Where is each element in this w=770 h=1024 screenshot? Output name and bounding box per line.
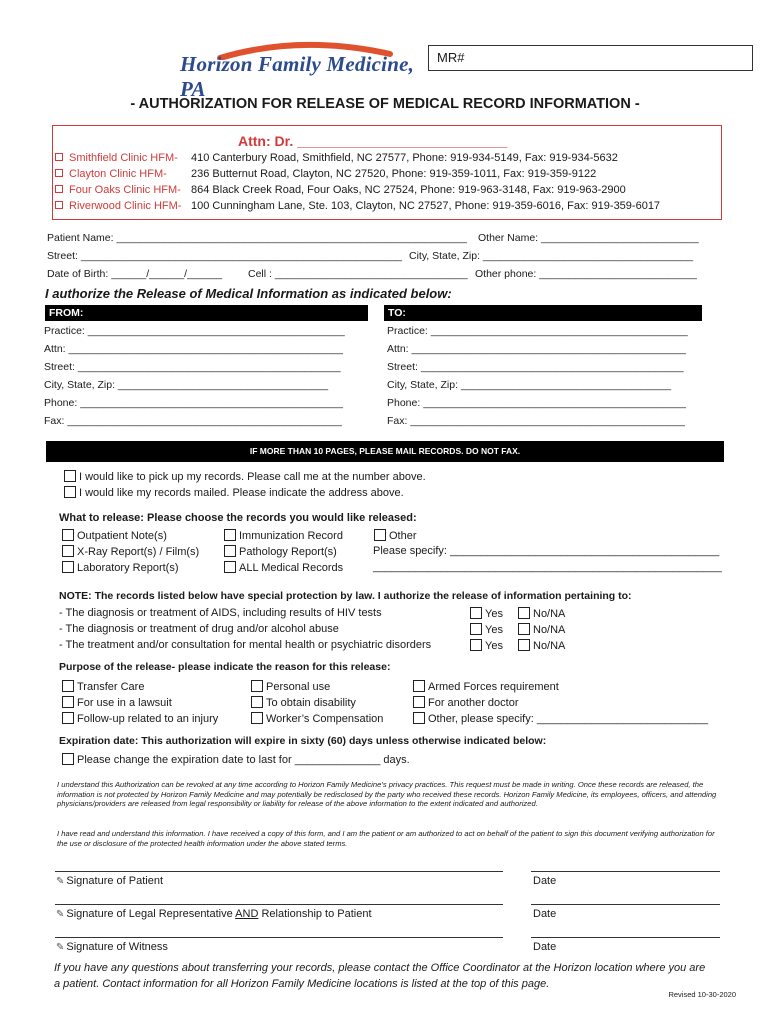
from-phone-field[interactable]: Phone: _____________________________________________ bbox=[44, 397, 343, 409]
purpose-disability[interactable]: To obtain disability bbox=[251, 696, 356, 709]
to-fax-field[interactable]: Fax: _______________________________________________ bbox=[387, 415, 685, 427]
to-city-field[interactable]: City, State, Zip: ____________________________________ bbox=[387, 379, 672, 391]
cell-field[interactable]: Cell : _________________________________ bbox=[248, 268, 468, 280]
checkbox[interactable] bbox=[55, 153, 63, 161]
purpose-injury[interactable]: Follow-up related to an injury bbox=[62, 712, 218, 725]
purpose-lawsuit[interactable]: For use in a lawsuit bbox=[62, 696, 172, 709]
checkbox[interactable] bbox=[251, 712, 263, 724]
purpose-other[interactable]: Other, please specify: ____________________________ bbox=[413, 712, 708, 725]
checkbox[interactable] bbox=[62, 696, 74, 708]
mr-number-field[interactable]: MR# bbox=[428, 45, 753, 71]
release-pathology[interactable]: Pathology Report(s) bbox=[224, 545, 337, 558]
from-fax-field[interactable]: Fax: _______________________________________________ bbox=[44, 415, 342, 427]
clinic-option-smithfield[interactable]: Smithfield Clinic HFM- 410 Canterbury Road, Smithfield, NC 27577, Phone: 919-934-5149, Fax: 919-934-5632 bbox=[55, 152, 618, 164]
to-street-field[interactable]: Street: _____________________________________________ bbox=[387, 361, 684, 373]
date-line bbox=[531, 904, 720, 905]
purpose-armed-forces[interactable]: Armed Forces requirement bbox=[413, 680, 559, 693]
release-all-records[interactable]: ALL Medical Records bbox=[224, 561, 343, 574]
legal-rep-date-field[interactable]: Date bbox=[533, 908, 557, 920]
pen-icon: ✎ bbox=[56, 876, 65, 887]
to-phone-field[interactable]: Phone: _____________________________________________ bbox=[387, 397, 686, 409]
checkbox[interactable] bbox=[55, 201, 63, 209]
checkbox[interactable] bbox=[224, 561, 236, 573]
logo-text: Horizon Family Medicine, PA bbox=[180, 52, 415, 101]
special-item-drug: - The diagnosis or treatment of drug and/or alcohol abuse bbox=[59, 623, 339, 635]
page-title: - AUTHORIZATION FOR RELEASE OF MEDICAL RECORD INFORMATION - bbox=[130, 96, 640, 112]
signature-line bbox=[55, 871, 503, 872]
checkbox[interactable] bbox=[224, 545, 236, 557]
date-line bbox=[531, 937, 720, 938]
release-specify-line2[interactable]: _________________________________________________________ bbox=[373, 561, 722, 573]
purpose-heading: Purpose of the release- please indicate the reason for this release: bbox=[59, 661, 391, 673]
street-field[interactable]: Street: _______________________________________________________ bbox=[47, 250, 403, 262]
signature-line bbox=[55, 904, 503, 905]
checkbox[interactable] bbox=[224, 529, 236, 541]
no-option-drug[interactable]: No/NA bbox=[518, 623, 565, 636]
checkbox[interactable] bbox=[62, 545, 74, 557]
other-phone-field[interactable]: Other phone: ___________________________ bbox=[475, 268, 697, 280]
pickup-option[interactable]: I would like to pick up my records. Please call me at the number above. bbox=[64, 470, 426, 483]
yes-option-mental[interactable]: Yes bbox=[470, 639, 503, 652]
checkbox[interactable] bbox=[470, 639, 482, 651]
no-option-mental[interactable]: No/NA bbox=[518, 639, 565, 652]
checkbox[interactable] bbox=[518, 607, 530, 619]
acknowledgement-paragraph: I have read and understand this information. I have received a copy of this form, and I am the patient or am authorized to act on behalf of the patient to sign this document verifying authorization for the use or disclosure of the protected health information under the above stated terms. bbox=[57, 829, 715, 848]
checkbox[interactable] bbox=[55, 185, 63, 193]
checkbox[interactable] bbox=[64, 486, 76, 498]
logo bbox=[180, 40, 420, 101]
from-heading: FROM: bbox=[45, 305, 368, 321]
release-heading: What to release: Please choose the records you would like released: bbox=[59, 512, 417, 524]
checkbox[interactable] bbox=[251, 696, 263, 708]
from-city-field[interactable]: City, State, Zip: ____________________________________ bbox=[44, 379, 329, 391]
release-outpatient-notes[interactable]: Outpatient Note(s) bbox=[62, 529, 167, 542]
checkbox[interactable] bbox=[251, 680, 263, 692]
special-note: NOTE: The records listed below have special protection by law. I authorize the release of information pertaining to: bbox=[59, 590, 632, 602]
checkbox[interactable] bbox=[518, 623, 530, 635]
to-attn-field[interactable]: Attn: _______________________________________________ bbox=[387, 343, 686, 355]
clinic-option-four-oaks[interactable]: Four Oaks Clinic HFM- 864 Black Creek Road, Four Oaks, NC 27524, Phone: 919-963-3148, Fax: 919-963-2900 bbox=[55, 184, 626, 196]
checkbox[interactable] bbox=[374, 529, 386, 541]
special-item-hiv: - The diagnosis or treatment of AIDS, including results of HIV tests bbox=[59, 607, 382, 619]
revocation-paragraph: I understand this Authorization can be revoked at any time according to Horizon Family Medicine’s privacy practices. This request must be made in writing. Once these records are released, the information is not protected by Horizon Family Medicine and may potentially be redisclosed by the party who received these records. Horizon Family Medicine, its employees, officers, and attending physicians/providers are released from legal responsibility or liability for release of the above information to the extent indicated and authorized. bbox=[57, 780, 717, 809]
pen-icon: ✎ bbox=[56, 909, 65, 920]
yes-option-hiv[interactable]: Yes bbox=[470, 607, 503, 620]
patient-signature-field[interactable]: ✎ Signature of Patient bbox=[56, 875, 164, 887]
mail-option[interactable]: I would like my records mailed. Please indicate the address above. bbox=[64, 486, 404, 499]
clinic-option-clayton[interactable]: Clayton Clinic HFM- 236 Butternut Road, Clayton, NC 27520, Phone: 919-359-1011, Fax: 919-359-9122 bbox=[55, 168, 596, 180]
date-of-birth-field[interactable]: Date of Birth: ______/______/______ bbox=[47, 268, 223, 280]
checkbox[interactable] bbox=[62, 680, 74, 692]
checkbox[interactable] bbox=[62, 753, 74, 765]
signature-line bbox=[55, 937, 503, 938]
special-item-mental: - The treatment and/or consultation for mental health or psychiatric disorders bbox=[59, 639, 432, 651]
witness-signature-field[interactable]: ✎ Signature of Witness bbox=[56, 941, 168, 953]
purpose-workers-comp[interactable]: Worker’s Compensation bbox=[251, 712, 383, 725]
checkbox[interactable] bbox=[413, 696, 425, 708]
patient-name-field[interactable]: Patient Name: ____________________________________________________________ bbox=[47, 232, 467, 244]
authorize-heading: I authorize the Release of Medical Information as indicated below: bbox=[45, 286, 452, 301]
expiration-option[interactable]: Please change the expiration date to last for ______________ days. bbox=[62, 753, 410, 766]
from-street-field[interactable]: Street: _____________________________________________ bbox=[44, 361, 341, 373]
mail-notice-banner: IF MORE THAN 10 PAGES, PLEASE MAIL RECORDS. DO NOT FAX. bbox=[46, 441, 724, 462]
checkbox[interactable] bbox=[518, 639, 530, 651]
purpose-transfer-care[interactable]: Transfer Care bbox=[62, 680, 144, 693]
yes-option-drug[interactable]: Yes bbox=[470, 623, 503, 636]
pen-icon: ✎ bbox=[56, 942, 65, 953]
to-heading: TO: bbox=[384, 305, 702, 321]
checkbox[interactable] bbox=[470, 607, 482, 619]
release-immunization[interactable]: Immunization Record bbox=[224, 529, 343, 542]
city-state-zip-field[interactable]: City, State, Zip: ____________________________________ bbox=[409, 250, 694, 262]
release-lab-reports[interactable]: Laboratory Report(s) bbox=[62, 561, 179, 574]
other-name-field[interactable]: Other Name: ___________________________ bbox=[478, 232, 699, 244]
from-practice-field[interactable]: Practice: ____________________________________________ bbox=[44, 325, 345, 337]
release-xray-reports[interactable]: X-Ray Report(s) / Film(s) bbox=[62, 545, 199, 558]
footer-note: If you have any questions about transferring your records, please contact the Office Coordinator at the Horizon location where you are a patient. Contact information for all Horizon Family Medicine locations is listed at the top of this page. bbox=[54, 962, 706, 990]
checkbox[interactable] bbox=[62, 561, 74, 573]
clinic-option-riverwood[interactable]: Riverwood Clinic HFM- 100 Cunningham Lane, Ste. 103, Clayton, NC 27527, Phone: 919-359-6016, Fax: 919-359-6017 bbox=[55, 200, 660, 212]
checkbox[interactable] bbox=[64, 470, 76, 482]
legal-rep-signature-field[interactable]: ✎ Signature of Legal Representative AND Relationship to Patient bbox=[56, 908, 372, 920]
checkbox[interactable] bbox=[413, 680, 425, 692]
purpose-personal-use[interactable]: Personal use bbox=[251, 680, 330, 693]
no-option-hiv[interactable]: No/NA bbox=[518, 607, 565, 620]
checkbox[interactable] bbox=[62, 529, 74, 541]
revision-date: Revised 10-30-2020 bbox=[668, 990, 736, 999]
date-line bbox=[531, 871, 720, 872]
to-practice-field[interactable]: Practice: ____________________________________________ bbox=[387, 325, 688, 337]
expiration-heading: Expiration date: This authorization will expire in sixty (60) days unless otherwise indicated below: bbox=[59, 735, 547, 747]
release-other[interactable]: Other bbox=[374, 529, 417, 542]
checkbox[interactable] bbox=[55, 169, 63, 177]
checkbox[interactable] bbox=[413, 712, 425, 724]
release-specify-field[interactable]: Please specify: ____________________________________________ bbox=[373, 545, 720, 557]
checkbox[interactable] bbox=[470, 623, 482, 635]
witness-date-field[interactable]: Date bbox=[533, 941, 557, 953]
patient-date-field[interactable]: Date bbox=[533, 875, 557, 887]
attn-doctor-field[interactable]: Attn: Dr. ___________________________ bbox=[238, 133, 508, 149]
from-attn-field[interactable]: Attn: _______________________________________________ bbox=[44, 343, 343, 355]
checkbox[interactable] bbox=[62, 712, 74, 724]
purpose-another-doctor[interactable]: For another doctor bbox=[413, 696, 519, 709]
